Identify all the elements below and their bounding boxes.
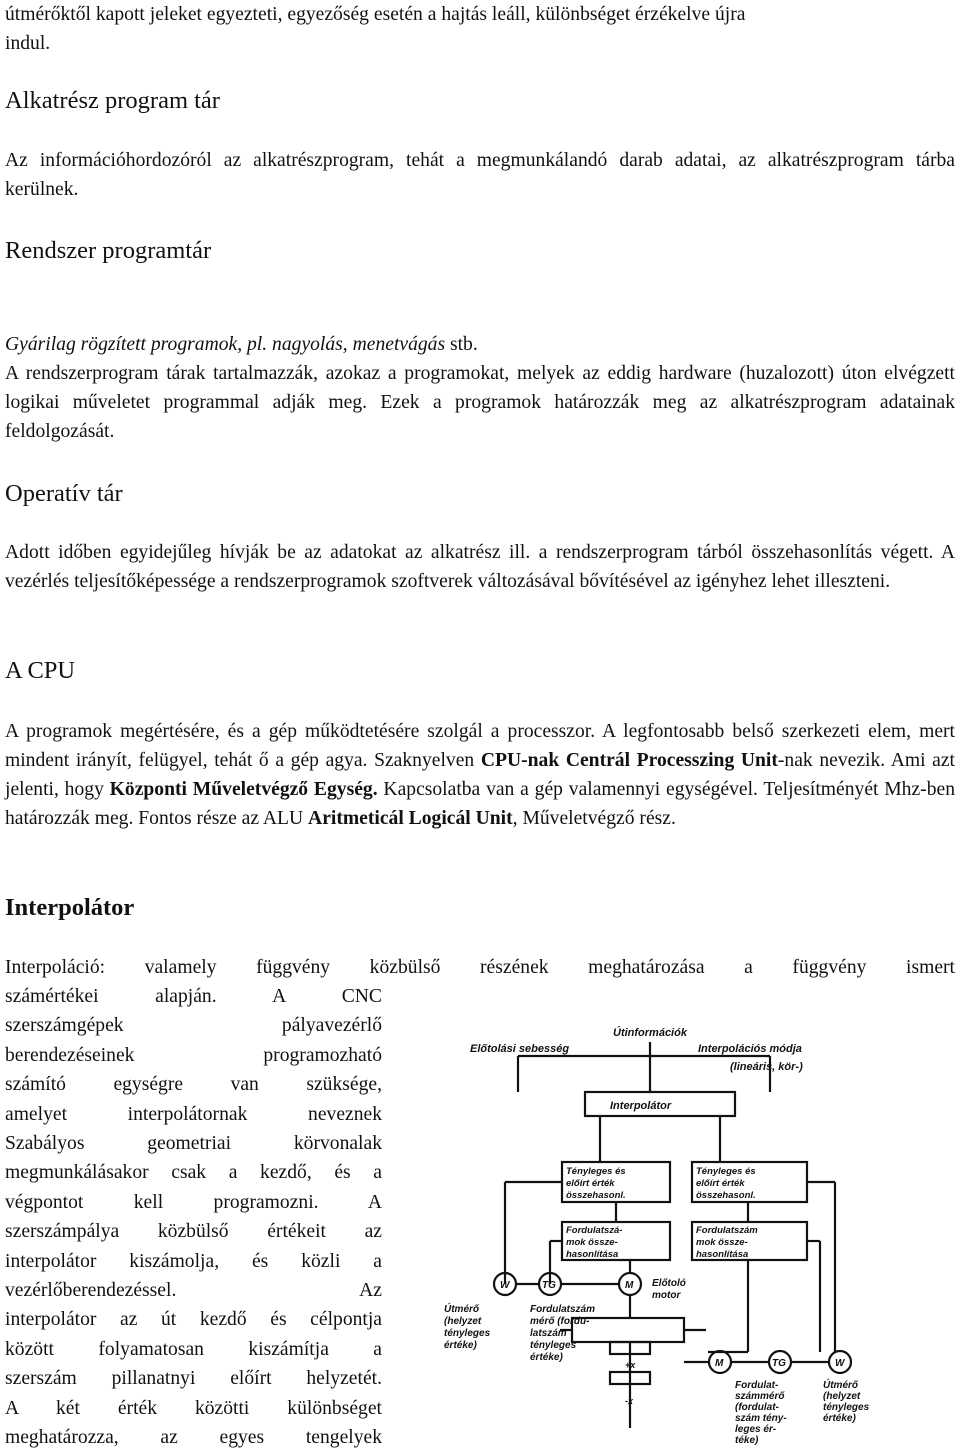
bottom-speed-label-line: Fordulat- <box>735 1380 779 1391</box>
left-w-label <box>444 1302 493 1351</box>
paragraph-cpu <box>5 717 955 833</box>
axis-label-plus: +x <box>625 1360 636 1370</box>
interp-line: interpolátor kiszámolja, és közli a <box>5 1250 382 1272</box>
cpu-text-1: A programok megértésére, és a gép működtetésére szolgál a processzor. A legfontosabb belső szerkezeti elem, mert mindent irányít, felügyel, tehát ő a gép agya. Szaknyelven <box>5 721 955 771</box>
intro-line-1: útmérőktől kapott jeleket egyezteti, egyezőség esetén a hajtás leáll, különbséget érzékelve újra <box>5 4 746 25</box>
tg-label-line: tényleges <box>530 1340 577 1351</box>
interp-line: A két érték közötti különbséget <box>5 1397 382 1419</box>
interpolator-column <box>5 982 382 1453</box>
interp-line: szerszámgépek pályavezérlő <box>5 1015 382 1037</box>
left-w-label-line: tényleges <box>444 1328 491 1339</box>
box-speed-2-line: Fordulatszám <box>696 1225 758 1236</box>
paragraph-interpolator-first: Interpoláció: valamely függvény közbülső részének meghatározása a függvény ismert <box>5 957 955 978</box>
tg-label <box>530 1304 598 1363</box>
box-actual-1-line: előírt érték <box>566 1178 615 1189</box>
interp-line: szerszámpálya közbülső értékeit az <box>5 1221 382 1243</box>
box-speed-1 <box>566 1225 625 1260</box>
interp-line: berendezéseinek programozható <box>5 1044 382 1066</box>
interp-line: végpontot kell programozni. A <box>5 1191 382 1213</box>
interp-line: interpolátor az út kezdő és célpontja <box>5 1309 382 1331</box>
box-speed-1-line: hasonlítása <box>566 1249 619 1260</box>
box-actual-1-line: Tényleges és <box>566 1166 626 1177</box>
interp-line: meghatározza, az egyes tengelyek <box>5 1427 382 1449</box>
bottom-speed-label-line: (fordulat- <box>735 1402 779 1413</box>
heading-rendszer: Rendszer programtár <box>5 237 212 264</box>
interp-line: vezérlőberendezéssel. Az <box>5 1280 382 1302</box>
interp-line: számító egységre van szüksége, <box>5 1074 382 1096</box>
box-speed-2-line: hasonlítása <box>696 1249 749 1260</box>
motor-label <box>652 1278 689 1301</box>
bottom-w-desc-line: értéke) <box>823 1413 856 1424</box>
interp-line: amelyet interpolátornak neveznek <box>5 1103 382 1125</box>
box-actual-2-line: előírt érték <box>696 1178 745 1189</box>
bottom-speed-label-line: számmérő <box>735 1391 785 1402</box>
interp-line: megmunkálásakor csak a kezdő, és a <box>5 1162 382 1184</box>
heading-cpu: A CPU <box>5 657 76 684</box>
circle-m-label: M <box>625 1280 634 1291</box>
axis-label-minus: -x <box>625 1396 634 1406</box>
heading-interpolator: Interpolátor <box>5 894 135 921</box>
cpu-text-3: Kapcsolatba van a gép valamennyi egységével. Teljesítményét Mhz-ben határozzák meg. Fontos része az ALU <box>5 779 955 829</box>
heading-alkatresz: Alkatrész program tár <box>5 87 220 114</box>
cpu-text-2: -nak nevezik. Ami azt jelenti, hogy <box>5 750 955 800</box>
box-actual-2-line: összehasonl. <box>696 1190 756 1201</box>
left-w-label-line: (helyzet <box>444 1316 482 1327</box>
diagram-interp-box-label: Interpolátor <box>610 1100 672 1112</box>
motor-label-line: Előtoló <box>652 1278 686 1289</box>
box-speed-2-line: mok össze- <box>696 1237 748 1248</box>
circle-w-label: W <box>500 1280 510 1291</box>
interpolator-diagram <box>430 1022 955 1446</box>
bottom-speed-label <box>735 1380 789 1446</box>
tg-label-line: értéke) <box>530 1352 563 1363</box>
tg-label-line: latszám <box>530 1328 567 1339</box>
diagram-mode-label: Interpolációs módja <box>698 1043 802 1055</box>
interp-line: Szabályos geometriai körvonalak <box>5 1133 382 1155</box>
interp-line: szerszám pillanatnyi előírt helyzetét. <box>5 1368 382 1390</box>
bottom-w-label: W <box>835 1358 845 1369</box>
diagram-mode-sub: (lineáris, kör-) <box>730 1061 803 1073</box>
heading-operativ: Operatív tár <box>5 480 123 507</box>
paragraph-alkatresz: Az információhordozóról az alkatrészprogram, tehát a megmunkálandó darab adatai, az alkatrészprogram tárba kerülnek. <box>5 150 955 200</box>
box-actual-1 <box>566 1166 628 1201</box>
motor-label-line: motor <box>652 1290 681 1301</box>
box-speed-1-line: mok össze- <box>566 1237 618 1248</box>
tg-label-line: Fordulatszám <box>530 1304 596 1315</box>
intro-line-2: indul. <box>5 33 51 54</box>
box-actual-2-line: Tényleges és <box>696 1166 756 1177</box>
bottom-speed-label-line: leges ér- <box>735 1424 777 1435</box>
paragraph-rendszer-italic <box>5 330 955 359</box>
bottom-w-desc <box>823 1378 872 1424</box>
cpu-bold-2: Központi Műveletvégző Egység. <box>109 779 378 800</box>
bottom-speed-label-line: téke) <box>735 1435 759 1446</box>
bottom-m-label: M <box>715 1358 724 1369</box>
bottom-w-desc-line: (helyzet <box>823 1391 861 1402</box>
tg-label-line: mérő (fordu- <box>530 1316 590 1327</box>
left-w-label-line: értéke) <box>444 1340 477 1351</box>
paragraph-operativ: Adott időben egyidejűleg hívják be az adatokat az alkatrész ill. a rendszerprogram tárból összehasonlítás végett. A vezérlés teljesítőképessége a rendszerprogramok szoftverek változásával bővítésével az igényhez lehet illeszteni. <box>5 542 955 592</box>
italic-tail: stb. <box>445 334 478 355</box>
box-actual-2 <box>696 1166 758 1201</box>
diagram-feed-label: Előtolási sebesség <box>470 1043 570 1055</box>
bottom-speed-label-line: szám tény- <box>735 1413 787 1424</box>
cpu-text-4: , Műveletvégző rész. <box>512 808 676 829</box>
cpu-bold-3: Aritmeticál Logicál Unit <box>308 808 513 829</box>
box-speed-2 <box>696 1225 760 1260</box>
cpu-bold-1: CPU-nak Centrál Processzing Unit <box>480 750 778 771</box>
italic-text: Gyárilag rögzített programok, pl. nagyolás, menetvágás <box>5 334 446 355</box>
circle-tg-label: TG <box>542 1280 556 1291</box>
bottom-tg-label: TG <box>772 1358 786 1369</box>
interp-line: között folyamatosan kiszámítja a <box>5 1338 382 1360</box>
left-w-label-line: Útmérő <box>444 1304 480 1315</box>
bottom-w-desc-line: tényleges <box>823 1402 870 1413</box>
box-actual-1-line: összehasonl. <box>566 1190 626 1201</box>
diagram-top-label: Útinformációk <box>613 1027 687 1039</box>
bottom-w-desc-line: Útmérő <box>823 1380 859 1391</box>
paragraph-rendszer: A rendszerprogram tárak tartalmazzák, azokaz a programokat, melyek az eddig hardware (huzalozott) úton elvégzett logikai műveletet programmal adják meg. Ezek a programok határozzák meg az alkatrészprogram adatainak feldolgozását. <box>5 363 955 442</box>
box-speed-1-line: Fordulatszá- <box>566 1225 623 1236</box>
interp-line: számértékei alapján. A CNC <box>5 986 382 1007</box>
